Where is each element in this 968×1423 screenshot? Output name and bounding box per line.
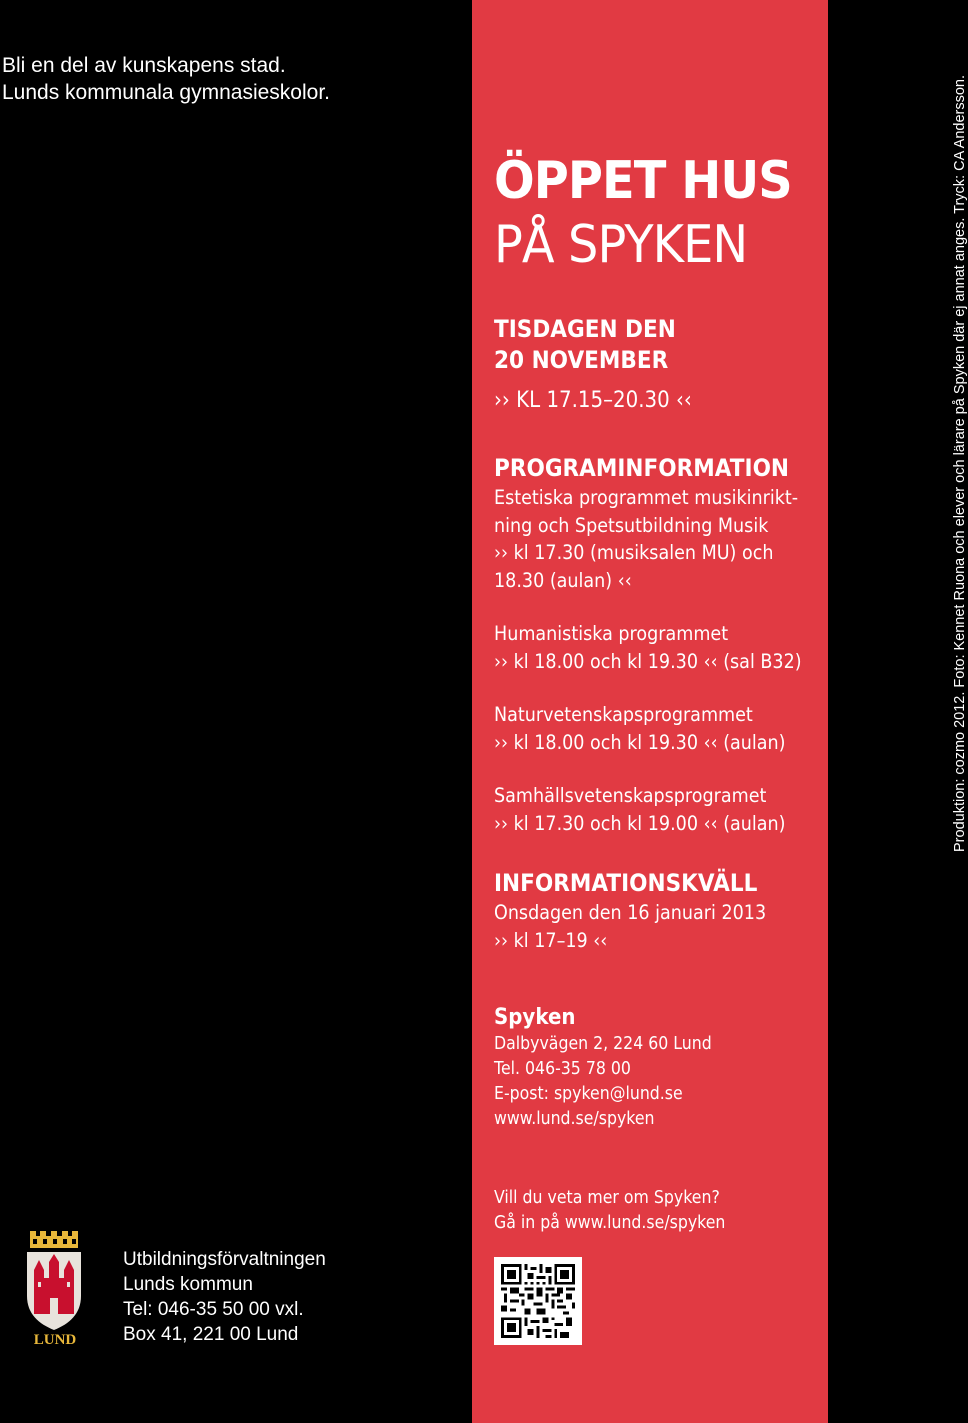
- tagline-line-1: Bli en del av kunskapens stad.: [2, 54, 286, 77]
- footer-line-2: Lunds kommun: [123, 1274, 253, 1295]
- event-time: ›› KL 17.15–20.30 ‹‹: [494, 388, 692, 413]
- contact-phone: Tel. 046-35 78 00: [494, 1059, 631, 1079]
- program-2: [494, 620, 802, 675]
- title-main: ÖPPET HUS: [494, 151, 792, 211]
- date-line-1: TISDAGEN DEN: [494, 315, 676, 343]
- contact-email[interactable]: E-post: spyken@lund.se: [494, 1084, 683, 1104]
- lund-coat-of-arms-icon: [24, 1230, 86, 1348]
- contact-web-link[interactable]: www.lund.se/spyken: [494, 1109, 655, 1129]
- tagline: [2, 52, 330, 106]
- footer-address: [123, 1247, 326, 1347]
- program-1-line-3: ›› kl 17.30 (musiksalen MU) och: [494, 541, 774, 564]
- contact-name: Spyken: [494, 1005, 576, 1030]
- contact-address: Dalbyvägen 2, 224 60 Lund: [494, 1034, 712, 1054]
- footer-line-4: Box 41, 221 00 Lund: [123, 1324, 299, 1345]
- qr-code-icon: [501, 1264, 575, 1338]
- program-2-line-2: ›› kl 18.00 och kl 19.30 ‹‹ (sal B32): [494, 649, 802, 673]
- production-credits: Produktion: cozmo 2012. Foto: Kennet Ruona och elever och lärare på Spyken där ej annat anges. Tryck: CA Andersson.: [952, 74, 968, 852]
- date-line-2: 20 NOVEMBER: [494, 346, 669, 374]
- programinfo-heading: PROGRAMINFORMATION: [494, 454, 790, 482]
- program-1-line-2: ning och Spetsutbildning Musik: [494, 513, 769, 537]
- program-3: [494, 701, 786, 756]
- footer-line-1: Utbildningsförvaltningen: [123, 1249, 326, 1270]
- program-4: [494, 782, 786, 837]
- event-date: [494, 314, 782, 416]
- red-info-panel: [472, 0, 828, 1423]
- qr-code[interactable]: [494, 1257, 582, 1345]
- infokvall-date: Onsdagen den 16 januari 2013: [494, 901, 767, 924]
- program-3-line-1: Naturvetenskapsprogrammet: [494, 703, 753, 726]
- tagline-line-2: Lunds kommunala gymnasieskolor.: [2, 81, 331, 104]
- program-1-line-1: Estetiska programmet musikinrikt-: [494, 486, 799, 509]
- program-4-line-1: Samhällsvetenskapsprogramet: [494, 784, 767, 807]
- more-info-line-1: Vill du veta mer om Spyken?: [494, 1188, 720, 1208]
- program-information: [494, 453, 802, 837]
- information-evening: [494, 868, 782, 954]
- program-1: [494, 484, 799, 594]
- crest-name: LUND: [33, 1332, 77, 1348]
- program-4-line-2: ›› kl 17.30 och kl 19.00 ‹‹ (aulan): [494, 811, 786, 835]
- footer-line-3: Tel: 046-35 50 00 vxl.: [123, 1299, 304, 1320]
- title-sub: PÅ SPYKEN: [494, 215, 748, 275]
- lund-crest: [24, 1230, 86, 1348]
- program-3-line-2: ›› kl 18.00 och kl 19.30 ‹‹ (aulan): [494, 730, 786, 754]
- program-1-line-4: 18.30 (aulan) ‹‹: [494, 568, 632, 592]
- more-info: [494, 1186, 782, 1236]
- contact-info: [494, 1004, 782, 1132]
- infokvall-heading: INFORMATIONSKVÄLL: [494, 869, 758, 897]
- program-2-line-1: Humanistiska programmet: [494, 622, 729, 645]
- infokvall-time: ›› kl 17–19 ‹‹: [494, 928, 608, 952]
- more-info-line-2[interactable]: Gå in på www.lund.se/spyken: [494, 1213, 726, 1233]
